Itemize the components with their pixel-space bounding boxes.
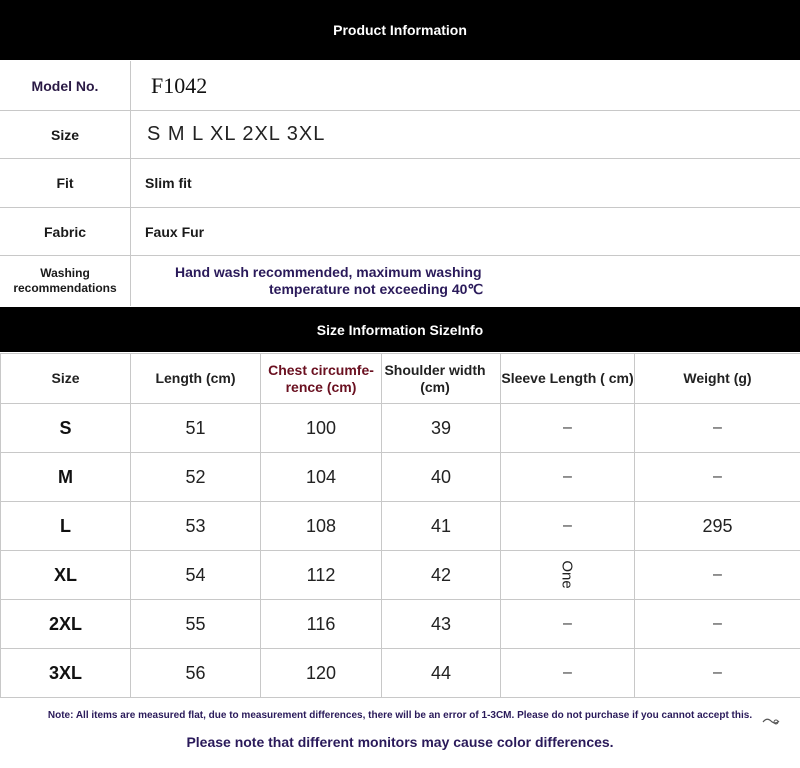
table-row [1,600,800,649]
table-row [1,649,800,698]
cell-chest: 108 [261,502,382,551]
cell-length: 56 [131,649,261,698]
cell-sleeve: – [501,404,635,453]
cell-size: S [1,404,131,453]
size-row [0,111,800,159]
table-row [1,551,800,600]
cell-shoulder: 43 [382,600,501,649]
cell-shoulder: 40 [382,453,501,502]
cell-sleeve-rotated-text: One [558,560,576,589]
measurement-note: Note: All items are measured flat, due to measurement differences, there will be an error of 1-3CM. Please do not purchase if you cannot accept this. [47,710,753,721]
cell-length: 51 [131,404,261,453]
washing-value-line1: Hand wash recommended, maximum washing [175,264,482,280]
color-note: Please note that different monitors may cause color differences. [186,734,614,750]
cell-length: 55 [131,600,261,649]
cell-sleeve [501,551,635,600]
cell-weight: – [635,551,800,600]
size-information-header [0,307,800,352]
cell-length: 52 [131,453,261,502]
cell-sleeve: – [501,600,635,649]
cell-size: 2XL [1,600,131,649]
table-row [1,453,800,502]
header-shoulder: Shoulder width (cm) [382,354,501,404]
size-information-title: Size Information SizeInfo [316,321,484,338]
cell-weight: – [635,600,800,649]
header-size: Size [1,354,131,404]
swirl-icon [762,716,780,726]
cell-size: 3XL [1,649,131,698]
fabric-value: Faux Fur [145,223,205,240]
cell-chest: 104 [261,453,382,502]
model-row [0,61,800,111]
cell-weight: – [635,453,800,502]
fit-row [0,159,800,208]
fit-value: Slim fit [145,175,192,191]
cell-chest: 100 [261,404,382,453]
table-row [1,404,800,453]
header-length: Length (cm) [131,354,261,404]
cell-weight: – [635,404,800,453]
cell-chest: 116 [261,600,382,649]
fabric-row [0,208,800,256]
cell-size: L [1,502,131,551]
model-value: F1042 [151,72,208,98]
cell-weight: – [635,649,800,698]
cell-length: 54 [131,551,261,600]
header-chest: Chest circumfe-rence (cm) [261,354,382,404]
washing-value [131,256,800,306]
cell-shoulder: 44 [382,649,501,698]
cell-length: 53 [131,502,261,551]
washing-value-line2: temperature not exceeding 40℃ [269,281,484,297]
cell-chest: 112 [261,551,382,600]
washing-row [0,256,800,306]
cell-shoulder: 41 [382,502,501,551]
header-weight: Weight (g) [635,354,800,404]
cell-sleeve: – [501,453,635,502]
cell-shoulder: 39 [382,404,501,453]
model-label: Model No. [0,61,131,110]
washing-label: Washing recommendations [0,256,131,306]
cell-weight: 295 [635,502,800,551]
product-information-title: Product Information [333,22,467,38]
fabric-label: Fabric [0,208,131,255]
cell-sleeve: – [501,649,635,698]
table-row [1,502,800,551]
cell-sleeve: – [501,502,635,551]
cell-chest: 120 [261,649,382,698]
size-label: Size [0,111,131,158]
fit-label: Fit [0,159,131,207]
product-information-header [0,0,800,60]
size-table [0,353,800,698]
header-sleeve: Sleeve Length ( cm) [501,354,635,404]
size-table-header-row [1,354,800,404]
cell-shoulder: 42 [382,551,501,600]
cell-size: M [1,453,131,502]
cell-size: XL [1,551,131,600]
size-value: S M L XL 2XL 3XL [147,123,326,145]
